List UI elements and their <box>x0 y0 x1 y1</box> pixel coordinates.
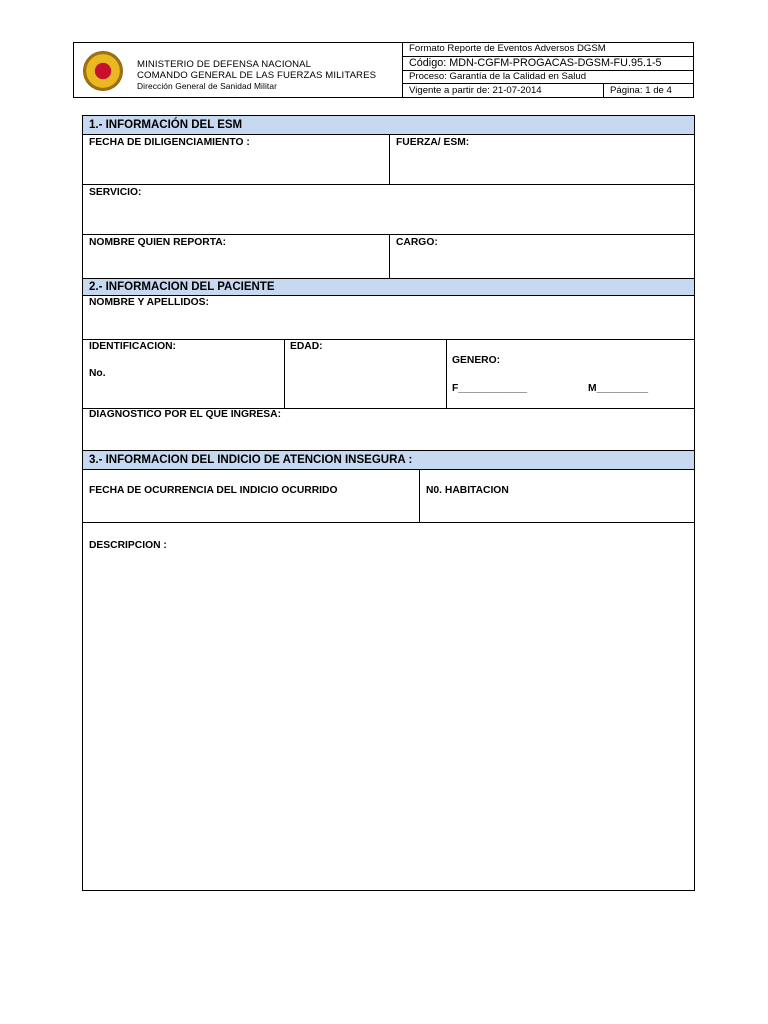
section-incident-title: 3.- INFORMACION DEL INDICIO DE ATENCION INSEGURA : <box>83 451 694 470</box>
org-line-2: COMANDO GENERAL DE LAS FUERZAS MILITARES <box>137 70 377 81</box>
no-habitacion-field[interactable]: N0. HABITACION <box>426 485 509 496</box>
document-header <box>73 42 694 98</box>
nombre-apellidos-field[interactable]: NOMBRE Y APELLIDOS: <box>89 297 209 308</box>
divider <box>446 339 447 409</box>
format-title: Formato Reporte de Eventos Adversos DGSM <box>403 43 693 57</box>
military-seal-icon <box>83 51 123 91</box>
organization-block <box>137 59 376 92</box>
org-line-1: MINISTERIO DE DEFENSA NACIONAL <box>137 59 312 70</box>
fecha-diligenciamiento-field[interactable]: FECHA DE DILIGENCIAMIENTO : <box>89 137 250 148</box>
adverse-event-form <box>82 115 695 891</box>
divider <box>389 135 390 185</box>
diagnostico-field[interactable]: DIAGNOSTICO POR EL QUE INGRESA: <box>89 409 282 420</box>
servicio-field[interactable]: SERVICIO: <box>89 187 142 198</box>
validity-row <box>403 84 693 97</box>
divider <box>83 522 694 523</box>
org-line-3: Dirección General de Sanidad Militar <box>137 81 277 91</box>
section-patient-title: 2.- INFORMACION DEL PACIENTE <box>83 279 694 296</box>
genero-f-field[interactable]: F____________ <box>452 383 528 394</box>
process-name: Proceso: Garantía de la Calidad en Salud <box>403 71 693 85</box>
header-meta-cell <box>403 43 693 97</box>
descripcion-field[interactable]: DESCRIPCION : <box>89 540 167 551</box>
fecha-ocurrencia-field[interactable]: FECHA DE OCURRENCIA DEL INDICIO OCURRIDO <box>89 485 338 496</box>
divider <box>83 184 694 185</box>
fuerza-esm-field[interactable]: FUERZA/ ESM: <box>396 137 470 148</box>
valid-from: Vigente a partir de: 21-07-2014 <box>409 84 542 96</box>
document-code: Código: MDN-CGFM-PROGACAS-DGSM-FU.95.1-5 <box>403 57 693 71</box>
identificacion-number-field[interactable]: No. <box>89 368 106 379</box>
nombre-reporta-field[interactable]: NOMBRE QUIEN REPORTA: <box>89 237 227 248</box>
cargo-field[interactable]: CARGO: <box>396 237 438 248</box>
divider <box>83 339 694 340</box>
divider <box>419 470 420 523</box>
edad-field[interactable]: EDAD: <box>290 341 323 352</box>
genero-m-field[interactable]: M_________ <box>588 383 649 394</box>
identificacion-field[interactable]: IDENTIFICACION: <box>89 341 176 352</box>
section-esm-title: 1.- INFORMACIÓN DEL ESM <box>83 116 694 135</box>
genero-label: GENERO: <box>452 355 501 366</box>
divider <box>284 339 285 409</box>
page-number: Página: 1 de 4 <box>603 84 693 97</box>
header-organization-cell <box>74 43 403 97</box>
divider <box>389 234 390 279</box>
